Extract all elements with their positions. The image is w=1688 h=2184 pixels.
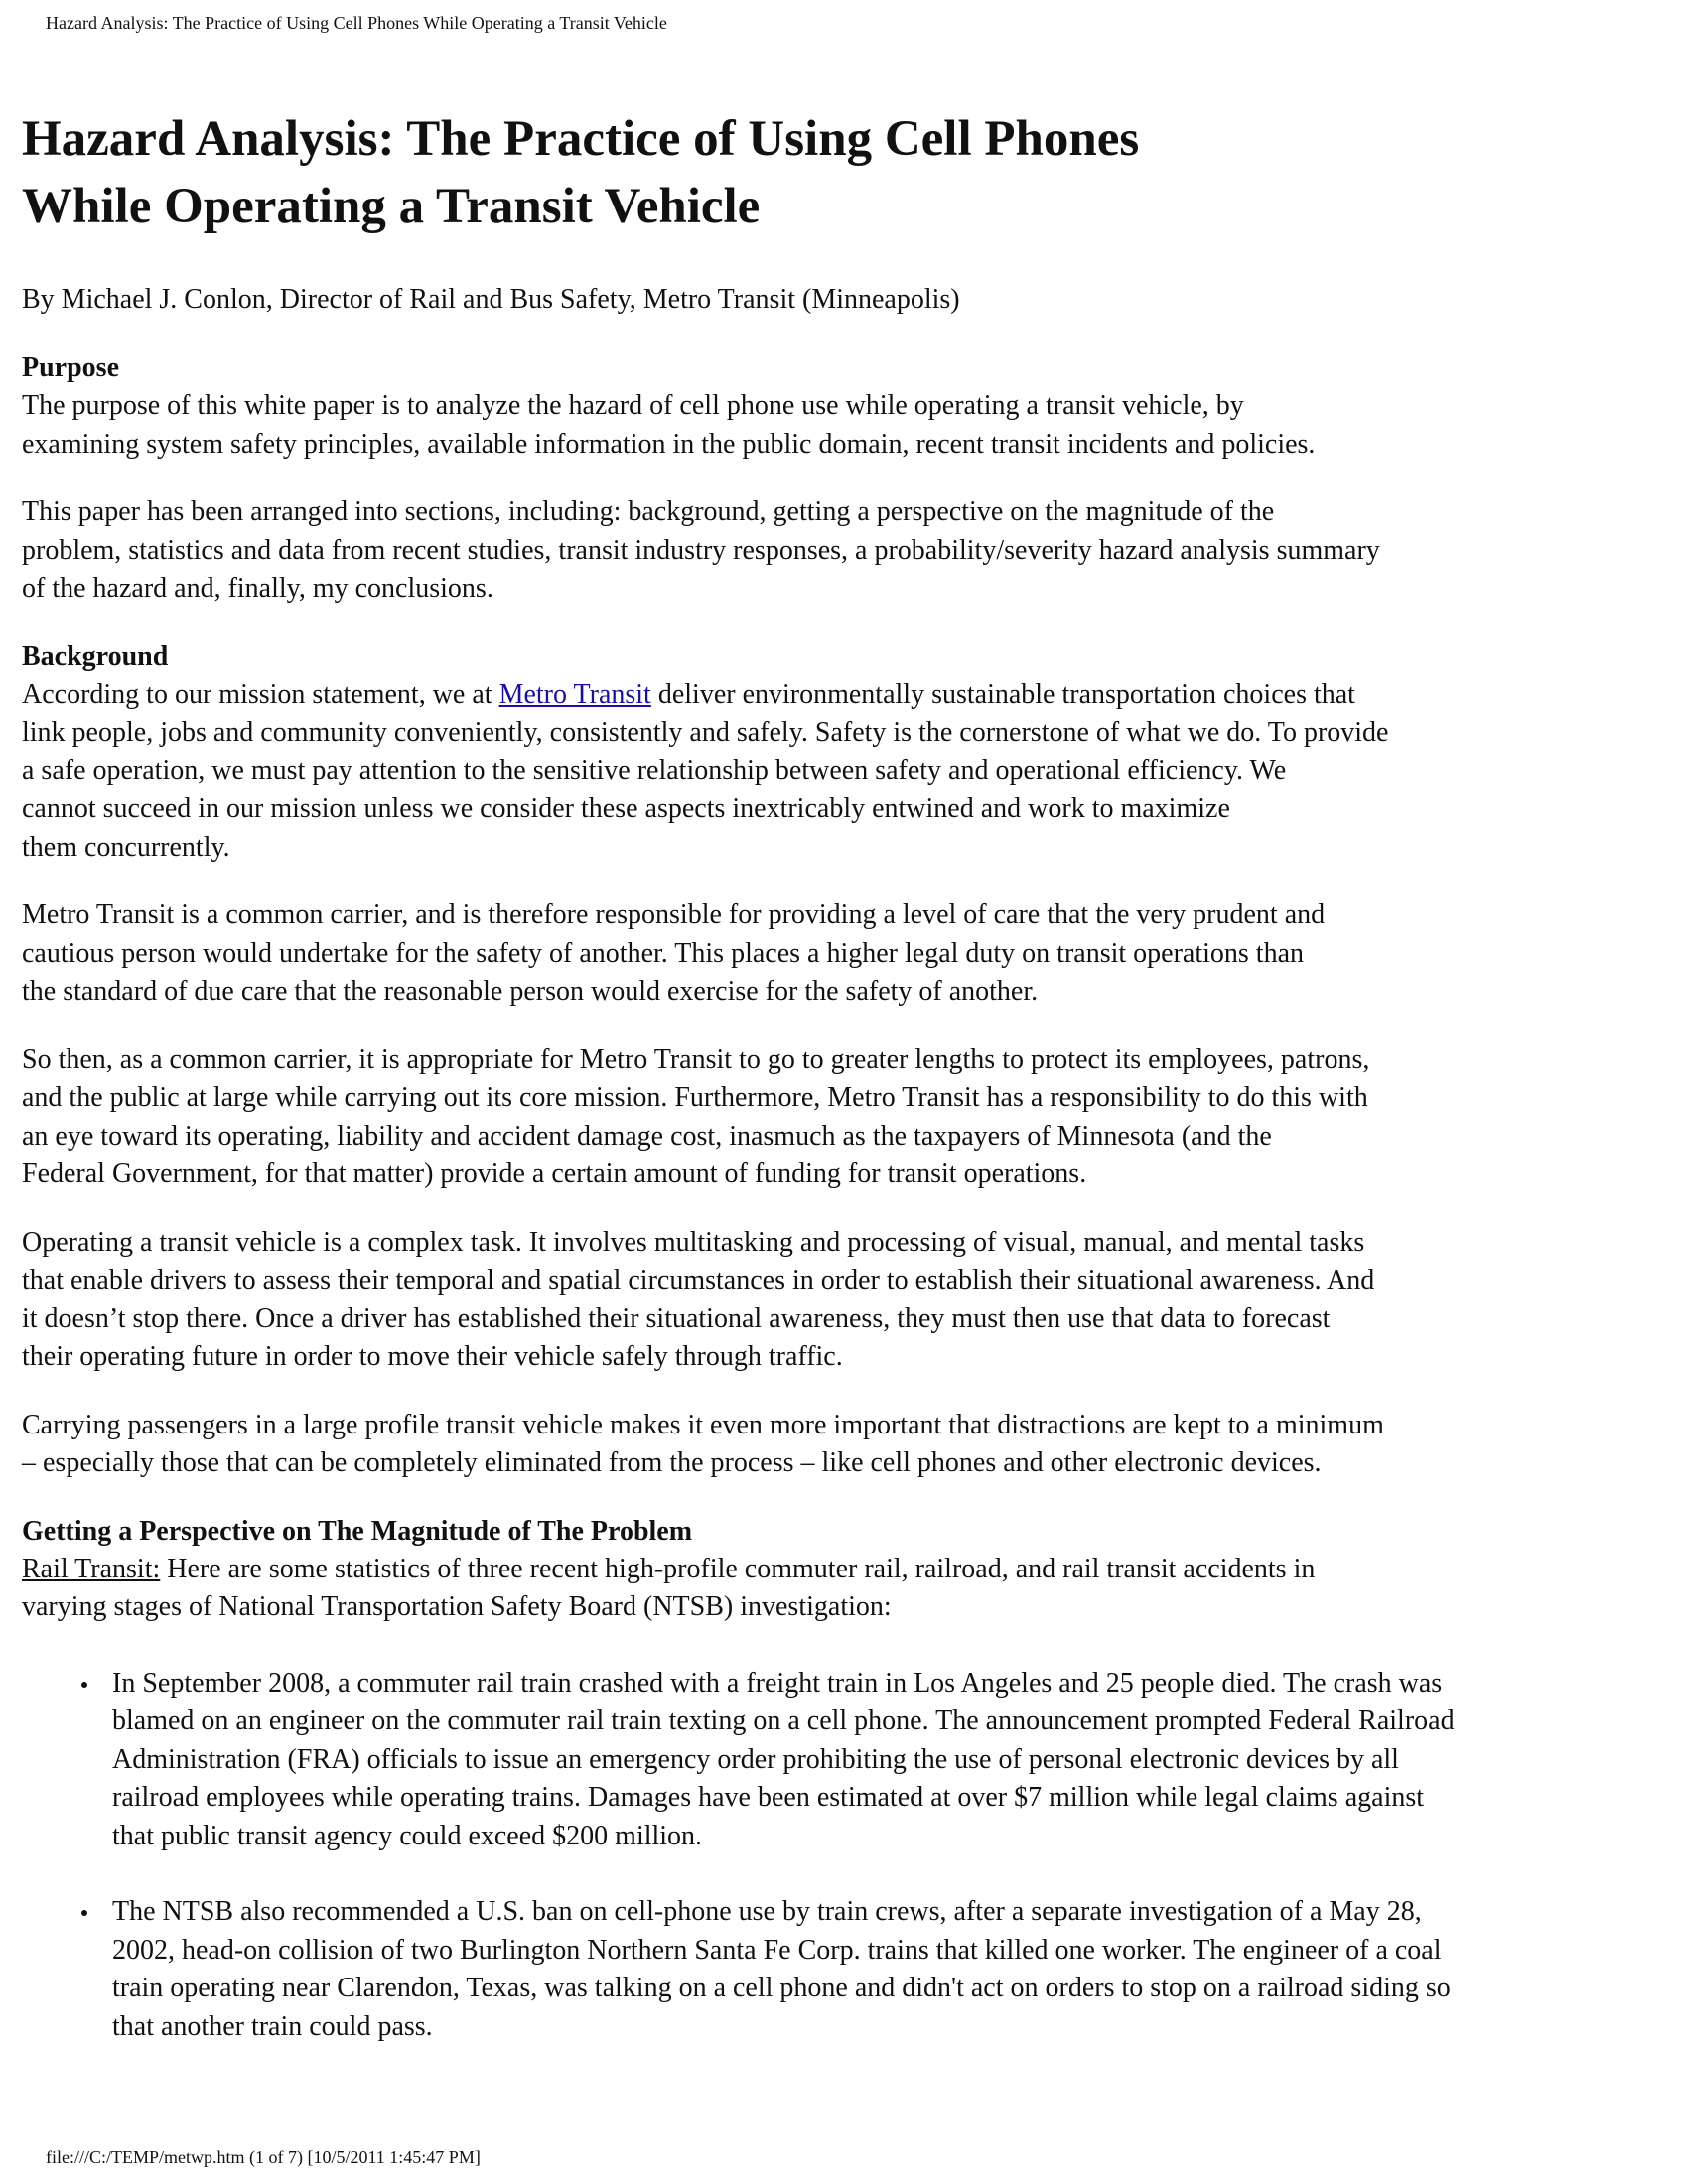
text-line: an eye toward its operating, liability and accident damage cost, inasmuch as the taxpayers of Minnesota (and the [22, 1120, 1272, 1152]
document-body [22, 105, 1660, 2046]
purpose-paragraph-1 [22, 387, 1660, 464]
text-line: Federal Government, for that matter) provide a certain amount of funding for transit operations. [22, 1159, 1087, 1189]
text-line: that another train could pass. [112, 2010, 433, 2042]
section-heading-magnitude: Getting a Perspective on The Magnitude of The Problem [22, 1515, 693, 1547]
text-line: Administration (FRA) officials to issue an emergency order prohibiting the use of personal electronic devices by all [112, 1743, 1399, 1775]
text-line: The NTSB also recommended a U.S. ban on cell-phone use by train crews, after a separate investigation of a May 28, [112, 1896, 1422, 1927]
text-line: So then, as a common carrier, it is appropriate for Metro Transit to go to greater lengths to protect its employees, patrons, [22, 1043, 1370, 1075]
text-line: Operating a transit vehicle is a complex task. It involves multitasking and processing of visual, manual, and mental tasks [22, 1226, 1365, 1258]
text-line: it doesn’t stop there. Once a driver has established their situational awareness, they must then use that data to forecast [22, 1302, 1331, 1334]
section-heading-background: Background [22, 640, 169, 672]
background-paragraph-3 [22, 1041, 1660, 1194]
purpose-paragraph-2 [22, 493, 1660, 609]
document-title [22, 105, 1660, 240]
text-line: The purpose of this white paper is to analyze the hazard of cell phone use while operating a transit vehicle, by [22, 390, 1244, 421]
text-fragment: According to our mission statement, we at [22, 678, 499, 710]
bullet-icon [81, 1682, 87, 1688]
print-footer: file:///C:/TEMP/metwp.htm (1 of 7) [10/5/2011 1:45:47 PM] [46, 2147, 481, 2167]
text-line [22, 676, 1660, 715]
text-line: Metro Transit is a common carrier, and is therefore responsible for providing a level of care that the very prudent and [22, 899, 1326, 930]
text-line: them concurrently. [22, 831, 230, 863]
text-line: blamed on an engineer on the commuter rail train texting on a cell phone. The announcement prompted Federal Railroad [112, 1706, 1455, 1736]
text-fragment: Here are some statistics of three recent high-profile commuter rail, railroad, and rail transit accidents in [160, 1553, 1316, 1584]
title-line: While Operating a Transit Vehicle [22, 179, 761, 234]
text-line: a safe operation, we must pay attention to the sensitive relationship between safety and operational efficiency. We [22, 754, 1287, 786]
metro-transit-link[interactable]: Metro Transit [498, 678, 651, 710]
text-line: In September 2008, a commuter rail train crashed with a freight train in Los Angeles and 25 people died. The crash was [112, 1667, 1443, 1699]
incident-list [22, 1665, 1660, 2047]
background-paragraph-1 [22, 676, 1660, 868]
background-paragraph-5 [22, 1407, 1660, 1483]
text-line: their operating future in order to move their vehicle safely through traffic. [22, 1341, 843, 1372]
text-line: cannot succeed in our mission unless we consider these aspects inextricably entwined and work to maximize [22, 793, 1230, 824]
text-line: – especially those that can be completely eliminated from the process – like cell phones and other electronic devices. [22, 1447, 1322, 1478]
text-line: problem, statistics and data from recent studies, transit industry responses, a probability/severity hazard analysis summary [22, 534, 1380, 566]
print-header: Hazard Analysis: The Practice of Using Cell Phones While Operating a Transit Vehicle [46, 13, 667, 33]
text-line: of the hazard and, finally, my conclusions. [22, 573, 493, 604]
rail-transit-label: Rail Transit: [22, 1553, 161, 1584]
text-line: that enable drivers to assess their temporal and spatial circumstances in order to establish their situational awareness. And [22, 1265, 1375, 1296]
text-line: varying stages of National Transportation Safety Board (NTSB) investigation: [22, 1591, 892, 1622]
text-line: railroad employees while operating trains. Damages have been estimated at over $7 million while legal claims against [112, 1782, 1425, 1813]
title-line: Hazard Analysis: The Practice of Using Cell Phones [22, 111, 1140, 167]
list-item [22, 1665, 1660, 1856]
text-line: the standard of due care that the reasonable person would exercise for the safety of another. [22, 976, 1039, 1007]
byline: By Michael J. Conlon, Director of Rail and Bus Safety, Metro Transit (Minneapolis) [22, 284, 960, 315]
text-line: This paper has been arranged into sections, including: background, getting a perspective on the magnitude of the [22, 496, 1275, 527]
text-line: train operating near Clarendon, Texas, was talking on a cell phone and didn't act on orders to stop on a railroad siding so [112, 1973, 1451, 2003]
background-paragraph-2 [22, 896, 1660, 1012]
background-paragraph-4 [22, 1224, 1660, 1377]
text-line: 2002, head-on collision of two Burlington Northern Santa Fe Corp. trains that killed one worker. The engineer of a coal [112, 1934, 1442, 1966]
text-line [22, 1551, 1660, 1589]
text-line: and the public at large while carrying out its core mission. Furthermore, Metro Transit has a responsibility to do this with [22, 1082, 1368, 1113]
text-line: cautious person would undertake for the safety of another. This places a higher legal duty on transit operations than [22, 937, 1305, 969]
text-line: Carrying passengers in a large profile transit vehicle makes it even more important that distractions are kept to a minimum [22, 1409, 1384, 1440]
bullet-icon [81, 1910, 87, 1916]
text-line: examining system safety principles, available information in the public domain, recent transit incidents and policies. [22, 428, 1316, 460]
list-item [22, 1893, 1660, 2046]
section-heading-purpose: Purpose [22, 352, 119, 383]
text-line: link people, jobs and community conveniently, consistently and safely. Safety is the cornerstone of what we do. To provide [22, 717, 1389, 748]
text-line: that public transit agency could exceed $200 million. [112, 1820, 703, 1851]
text-fragment: deliver environmentally sustainable transportation choices that [650, 678, 1355, 710]
magnitude-intro [22, 1551, 1660, 1627]
